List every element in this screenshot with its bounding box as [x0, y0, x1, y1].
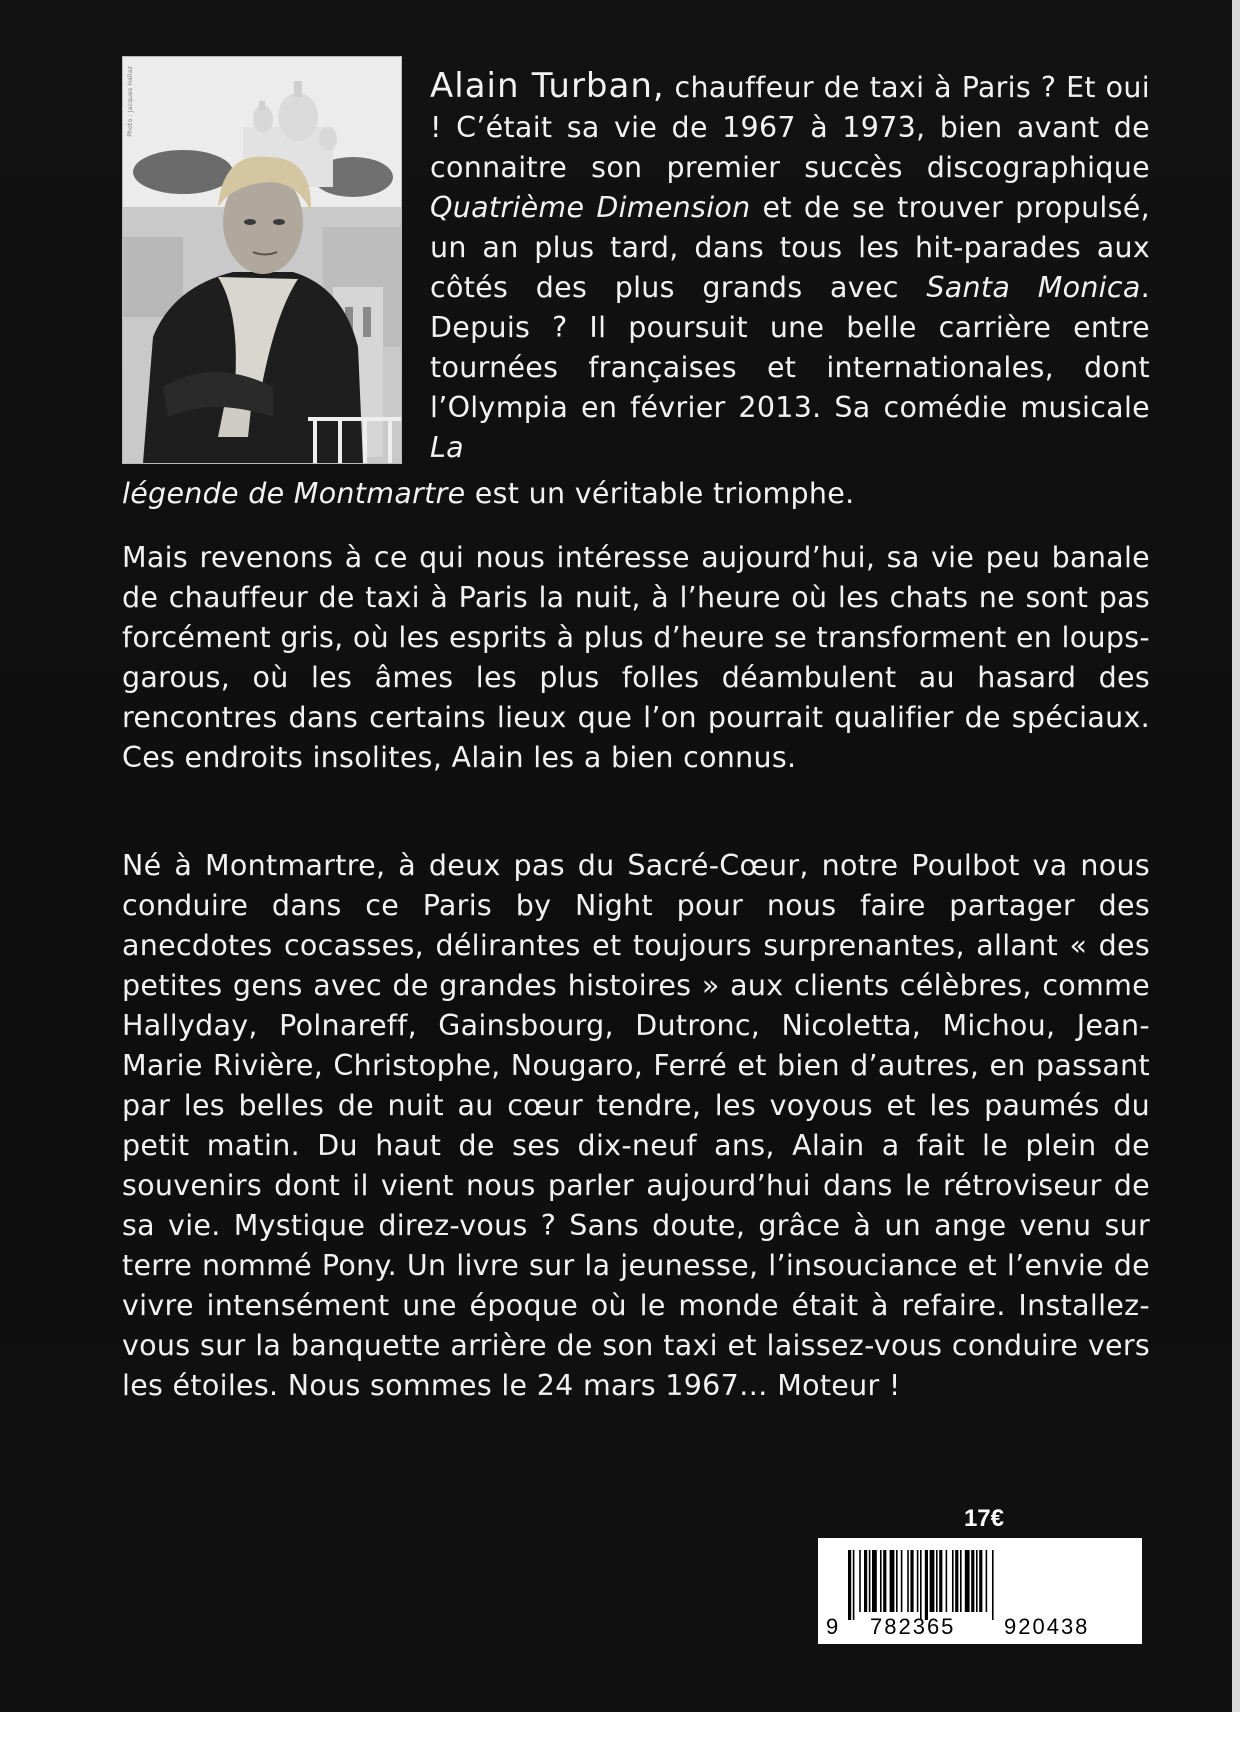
- barcode-bar: [925, 1550, 928, 1620]
- intro-text: et de se trouver propulsé, un an plus tard, dans tous les hit-parades aux côtés des plus grands avec: [430, 191, 1150, 304]
- intro-paragraph: [430, 66, 1150, 468]
- barcode-bar: [930, 1550, 935, 1612]
- barcode-bar: [880, 1550, 882, 1612]
- photo-credit: Photo : Jacques Hallaz: [127, 66, 134, 137]
- barcode-bar: [853, 1550, 855, 1620]
- barcode-bar: [907, 1550, 909, 1612]
- barcode-bar: [976, 1550, 978, 1612]
- barcode-bar: [971, 1550, 974, 1612]
- intro-text: chauffeur de taxi à Paris ? Et oui ! C’était sa vie de 1967 à 1973, bien avant de connaitre son premier succès discographique: [430, 71, 1150, 184]
- intro-text: . Depuis ? Il poursuit une belle carrière entre tournées françaises et internationales, dont l’Olympia en février 2013. Sa comédie musicale: [430, 271, 1150, 424]
- barcode-bar: [917, 1550, 919, 1612]
- barcode-bar: [960, 1550, 962, 1612]
- song-title: Santa Monica: [926, 271, 1141, 304]
- barcode-bar: [992, 1550, 994, 1620]
- barcode-bar: [883, 1550, 886, 1612]
- barcode-bar: [864, 1550, 867, 1612]
- paragraph-anecdotes: Né à Montmartre, à deux pas du Sacré-Cœur, notre Poulbot va nous conduire dans ce Paris by Night pour nous faire partager des anecdotes cocasses, délirantes et toujours surprenantes, allant « des petites gens avec de grandes histoires » aux clients célèbres, comme Hallyday, Polnareff, Gainsbourg, Dutronc, Nicoletta, Michou, Jean-Marie Rivière, Christophe, Nougaro, Ferré et bien d’autres, en passant par les belles de nuit au cœur tendre, les voyous et les paumés du petit matin. Du haut de ses dix-neuf ans, Alain a fait le plein de souvenirs dont il vient nous parler aujourd’hui dans le rétroviseur de sa vie. Mystique direz-vous ? Sans doute, grâce à un ange venu sur terre nommé Pony. Un livre sur la jeunesse, l’insouciance et l’envie de vivre intensément une époque où le monde était à refaire. Installez-vous sur la banquette arrière de son taxi et laissez-vous conduire vers les étoiles. Nous sommes le 24 mars 1967… Moteur !: [122, 849, 1150, 1402]
- barcode-bar: [872, 1550, 877, 1612]
- barcode-bar: [979, 1550, 982, 1612]
- musical-title: légende de Montmartre: [122, 477, 466, 510]
- barcode-group-right: 920438: [1004, 1614, 1090, 1639]
- cover-edge: [1232, 0, 1240, 1712]
- barcode-digit-first: 9: [826, 1614, 839, 1639]
- barcode-bar: [920, 1550, 922, 1620]
- author-photo: [122, 56, 402, 464]
- barcode-bar: [890, 1550, 895, 1612]
- intro-text: est un véritable triomphe.: [465, 477, 855, 510]
- isbn-barcode: [818, 1538, 1142, 1644]
- barcode-bar: [936, 1550, 938, 1612]
- price-label: 17€: [963, 1505, 1004, 1532]
- author-name: Alain Turban,: [430, 66, 665, 106]
- barcode-group-left: 782365: [870, 1614, 956, 1639]
- barcode-bar: [901, 1550, 903, 1612]
- barcode-bar: [965, 1550, 970, 1612]
- barcode-bar: [896, 1550, 898, 1612]
- intro-paragraph-end: [122, 474, 1150, 514]
- barcode-bar: [848, 1550, 851, 1620]
- barcode-bar: [910, 1550, 913, 1612]
- album-title: Quatrième Dimension: [430, 191, 751, 224]
- musical-title: La: [430, 431, 464, 464]
- barcode-bar: [939, 1550, 942, 1612]
- barcode-bar: [946, 1550, 948, 1612]
- barcode-bar: [955, 1550, 958, 1612]
- paragraph-nightlife: Mais revenons à ce qui nous intéresse aujourd’hui, sa vie peu banale de chauffeur de taxi à Paris la nuit, à l’heure où les chats ne sont pas forcément gris, où les esprits à plus d’heure se transforment en loups-garous, où les âmes les plus folles déambulent au hasard des rencontres dans certains lieux que l’on pourrait qualifier de spéciaux. Ces endroits insolites, Alain les a bien connus.: [122, 541, 1150, 774]
- barcode-bar: [869, 1550, 871, 1612]
- barcode-bar: [986, 1550, 988, 1612]
- barcode-bar: [859, 1550, 861, 1612]
- barcode-bar: [952, 1550, 954, 1612]
- barcode-bars: [848, 1550, 1118, 1620]
- page-margin: [0, 1712, 1240, 1754]
